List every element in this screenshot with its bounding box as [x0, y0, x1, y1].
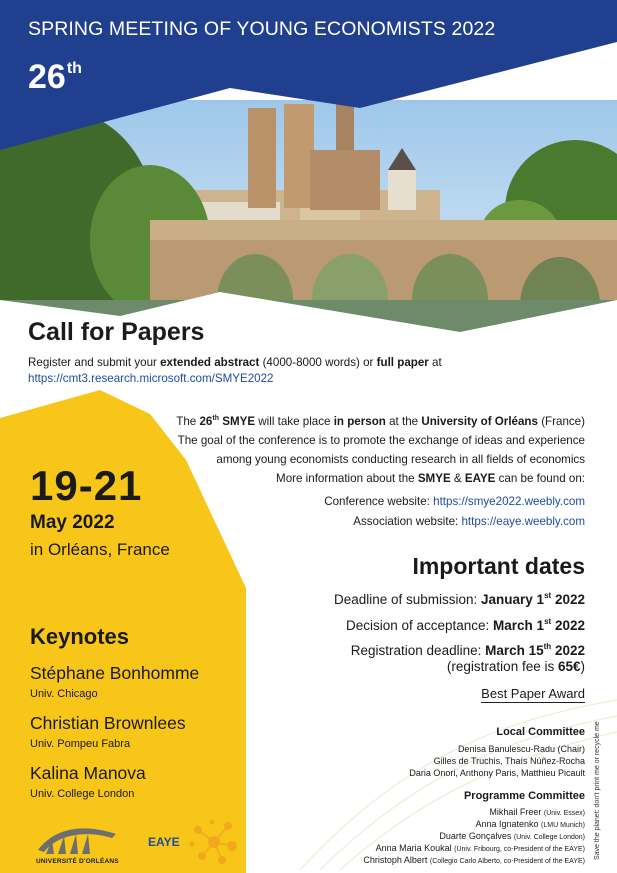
association-website-link[interactable]: https://eaye.weebly.com: [461, 515, 585, 528]
call-for-papers-heading: Call for Papers: [28, 318, 205, 346]
speaker-affiliation: Univ. Pompeu Fabra: [30, 738, 131, 750]
committee-member: Anna Ignatenko (LMU Munich): [475, 819, 585, 829]
call-for-papers-text: Register and submit your extended abstract (4000-8000 words) or full paper at https://cmt3.research.microsoft.com/SMYE2022: [28, 356, 442, 385]
speaker-name: Christian Brownlees: [30, 713, 186, 733]
speaker-affiliation: Univ. College London: [30, 788, 135, 800]
committee-member: Daria Onori, Anthony Paris, Matthieu Picault: [409, 768, 585, 778]
keynotes-heading: Keynotes: [30, 624, 130, 649]
committee-member: Anna Maria Koukal (Univ. Fribourg, co-President of the EAYE): [375, 843, 585, 853]
registration-deadline: Registration deadline: March 15th 2022: [350, 642, 585, 658]
speaker-name: Stéphane Bonhomme: [30, 663, 200, 683]
recycle-note: Save the planet: don't print me or recycle me: [594, 721, 601, 860]
edition-number: 26th: [28, 58, 82, 96]
registration-fee: (registration fee is 65€): [446, 659, 585, 674]
event-month: May 2022: [30, 512, 115, 533]
websites: Conference website: https://smye2022.weebly.com Association website: https://eaye.weebly.com: [324, 495, 585, 528]
best-paper-award: Best Paper Award: [481, 686, 585, 701]
keynote-speaker: [30, 763, 146, 801]
submission-deadline: Deadline of submission: January 1st 2022: [333, 591, 585, 607]
eaye-label: EAYE: [148, 835, 180, 849]
submission-link[interactable]: https://cmt3.research.microsoft.com/SMYE2022: [28, 372, 274, 385]
conference-website-link[interactable]: https://smye2022.weebly.com: [433, 495, 585, 508]
committee-member: Christoph Albert (Collegio Carlo Alberto, co-President of the EAYE): [363, 855, 585, 865]
committee-member: Gilles de Truchis, Thaís Núñez-Rocha: [433, 756, 585, 766]
event-days: 19-21: [30, 462, 143, 509]
eaye-network-logo-icon: [188, 818, 240, 866]
conference-description: The 26th SMYE will take place in person at the University of Orléans (France) The goal of the conference is to promote the exchange of ideas and experience among young economists conducting research in all fields of economics More information about the SMYE & EAYE can be found on:: [176, 414, 585, 485]
university-name: UNIVERSITÉ D'ORLÉANS: [36, 858, 119, 865]
keynote-speaker: [30, 713, 186, 751]
keynote-speaker: [30, 663, 199, 701]
committee-member: Mikhail Freer (Univ. Essex): [489, 807, 585, 817]
committee-member: Duarte Gonçalves (Univ. College London): [439, 831, 585, 841]
local-committee-heading: Local Committee: [496, 726, 585, 738]
important-dates-heading: Important dates: [412, 553, 585, 579]
speaker-affiliation: Univ. Chicago: [30, 688, 98, 700]
committee-member: Denisa Banulescu-Radu (Chair): [457, 744, 585, 754]
speaker-name: Kalina Manova: [30, 763, 146, 783]
acceptance-date: Decision of acceptance: March 1st 2022: [345, 617, 585, 633]
event-place: in Orléans, France: [30, 540, 170, 559]
conference-title: SPRING MEETING OF YOUNG ECONOMISTS 2022: [28, 18, 496, 40]
programme-committee-heading: Programme Committee: [463, 790, 585, 802]
